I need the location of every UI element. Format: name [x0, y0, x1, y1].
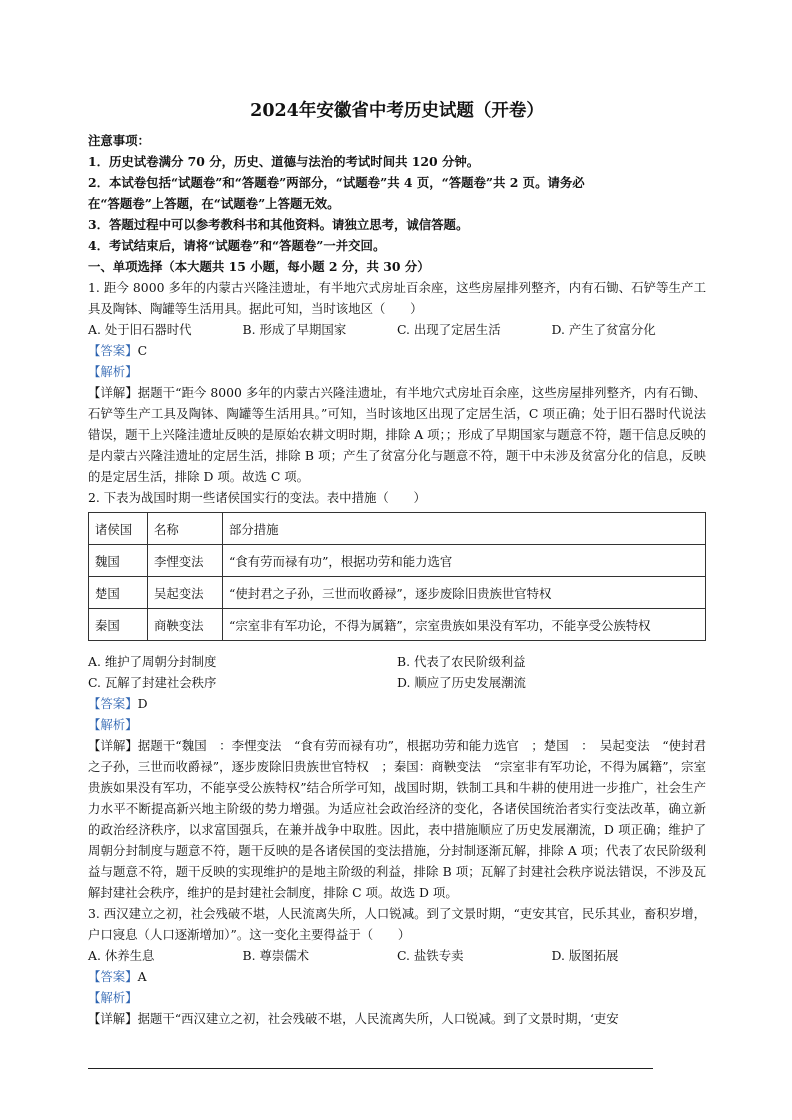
option-a: A. 处于旧石器时代 [88, 322, 192, 337]
analysis-tag: 【解析】 [88, 364, 138, 379]
table-cell: 秦国 [89, 609, 148, 641]
option-c: C. 出现了定居生活 [397, 322, 501, 337]
question-1-stem: 1. 距今 8000 多年的内蒙古兴隆洼遗址，有半地穴式房址百余座，这些房屋排列整齐，内有石锄、石铲等生产工具及陶钵、陶罐等生活用具。据此可知，当时该地区（ ） [88, 280, 706, 316]
answer-value: A [137, 969, 147, 984]
footer-rule [88, 1068, 653, 1069]
answer-value: C [137, 343, 148, 358]
option-b: B. 形成了早期国家 [242, 322, 347, 337]
detail-text: 据题干“距今 8000 多年的内蒙古兴隆洼遗址，有半地穴式房址百余座，这些房屋排列整齐，内有石锄、石铲等生产工具及陶钵、陶罐等生活用具。”可知，当时该地区出现了定居生活，C 项正确；处于旧石器时代说法错误，题干上兴隆洼遗址反映的是原始农耕文明时期，排除 A 项；；形成了早期国家与题意不符，题干信息反映的是内蒙古兴隆洼遗址的定居生活，排除 B 项；产生了贫富分化与题意不符，题干中未涉及贫富分化的信息，反映的是定居生活，排除 D 项。故选 C 项。 [88, 385, 707, 484]
answer-tag: 【答案】 [88, 343, 138, 358]
note-item: 4．考试结束后，请将“试题卷”和“答题卷”一并交回。 [88, 238, 386, 253]
question-3-stem: 3. 西汉建立之初，社会残破不堪，人民流离失所，人口锐减。到了文景时期，“吏安其官，民乐其业，畜积岁增，户口寖息（人口逐渐增加）”。这一变化主要得益于（ ） [88, 906, 706, 942]
answer-line [88, 966, 706, 987]
detail-paragraph [88, 735, 706, 903]
table-row [89, 545, 706, 577]
detail-text: 据题干“西汉建立之初，社会残破不堪，人民流离失所，人口锐减。到了文景时期，‘吏安 [137, 1011, 619, 1026]
notes-heading: 注意事项： [88, 133, 150, 148]
detail-tag: 【详解】 [88, 738, 138, 753]
table-row [89, 609, 706, 641]
question-2-stem: 2. 下表为战国时期一些诸侯国实行的变法。表中措施（ ） [88, 490, 426, 505]
table-cell: 商鞅变法 [148, 609, 223, 641]
detail-paragraph [88, 382, 706, 487]
option-a: A. 休养生息 [88, 948, 155, 963]
option-a: A. 维护了周朝分封制度 [88, 654, 217, 669]
table-cell: 吴起变法 [148, 577, 223, 609]
question-2-options-row-2 [88, 672, 706, 693]
table-cell: 魏国 [89, 545, 148, 577]
table-cell: “食有劳而禄有功”，根据功劳和能力选官 [223, 545, 706, 577]
exam-page [88, 98, 706, 1029]
question-2-options-row-1 [88, 651, 706, 672]
table-row [89, 577, 706, 609]
reform-table [88, 512, 706, 641]
table-cell: 楚国 [89, 577, 148, 609]
page-title: 2024年安徽省中考历史试题（开卷） [250, 101, 544, 121]
option-c: C. 盐铁专卖 [397, 948, 464, 963]
table-header-row [89, 513, 706, 545]
note-item: 在“答题卷”上答题，在“试题卷”上答题无效。 [88, 196, 340, 211]
table-header: 名称 [148, 513, 223, 545]
option-c: C. 瓦解了封建社会秩序 [88, 675, 217, 690]
table-header: 诸侯国 [89, 513, 148, 545]
analysis-tag: 【解析】 [88, 990, 138, 1005]
detail-paragraph [88, 1008, 706, 1029]
table-cell: 李悝变法 [148, 545, 223, 577]
option-d: D. 顺应了历史发展潮流 [397, 675, 526, 690]
table-cell: “使封君之子孙，三世而收爵禄”，逐步废除旧贵族世官特权 [223, 577, 706, 609]
answer-tag: 【答案】 [88, 969, 138, 984]
question-3-options [88, 945, 706, 966]
detail-tag: 【详解】 [88, 1011, 138, 1026]
note-item: 2．本试卷包括“试题卷”和“答题卷”两部分，“试题卷”共 4 页，“答题卷”共 2 页。请务必 [88, 175, 585, 190]
detail-tag: 【详解】 [88, 385, 138, 400]
note-item: 1．历史试卷满分 70 分，历史、道德与法治的考试时间共 120 分钟。 [88, 154, 480, 169]
note-item: 3．答题过程中可以参考教科书和其他资料。请独立思考，诚信答题。 [88, 217, 469, 232]
section-heading: 一、单项选择（本大题共 15 小题，每小题 2 分，共 30 分） [88, 259, 430, 274]
answer-line [88, 693, 706, 714]
table-cell: “宗室非有军功论，不得为属籍”，宗室贵族如果没有军功，不能享受公族特权 [223, 609, 706, 641]
option-b: B. 代表了农民阶级利益 [397, 654, 526, 669]
answer-line [88, 340, 706, 361]
detail-text: 据题干“魏国 ：李悝变法 “食有劳而禄有功”，根据功劳和能力选官 ；楚国 ： 吴起变法 “使封君之子孙，三世而收爵禄”，逐步废除旧贵族世官特权 ；秦国：商鞅变法 “宗室非有军功论，不得为属籍”，宗室贵族如果没有军功，不能享受公族特权”结合所学可知，战国时期，铁制工具和牛耕的使用进一步推广，社会生产力水平不断提高新兴地主阶级的势力增强。为适应社会政治经济的变化，各诸侯国统治者实行变法改革，确立新的政治经济秩序，以求富国强兵，在兼并战争中取胜。因此，表中措施顺应了历史发展潮流，D 项正确；维护了周朝分封制度与题意不符，题干反映的是各诸侯国的变法措施，分封制逐渐瓦解，排除 A 项；代表了农民阶级利益与题意不符，题干反映的实现维护的是地主阶级的利益，排除 B 项；瓦解了封建社会秩序说法错误，不涉及瓦解封建社会秩序，维护的是封建社会制度，排除 C 项。故选 D 项。 [88, 738, 707, 900]
question-1-options [88, 319, 706, 340]
answer-tag: 【答案】 [88, 696, 138, 711]
table-header: 部分措施 [223, 513, 706, 545]
answer-value: D [137, 696, 148, 711]
option-b: B. 尊崇儒术 [242, 948, 310, 963]
analysis-tag: 【解析】 [88, 717, 138, 732]
option-d: D. 版图拓展 [551, 948, 619, 963]
option-d: D. 产生了贫富分化 [551, 322, 656, 337]
